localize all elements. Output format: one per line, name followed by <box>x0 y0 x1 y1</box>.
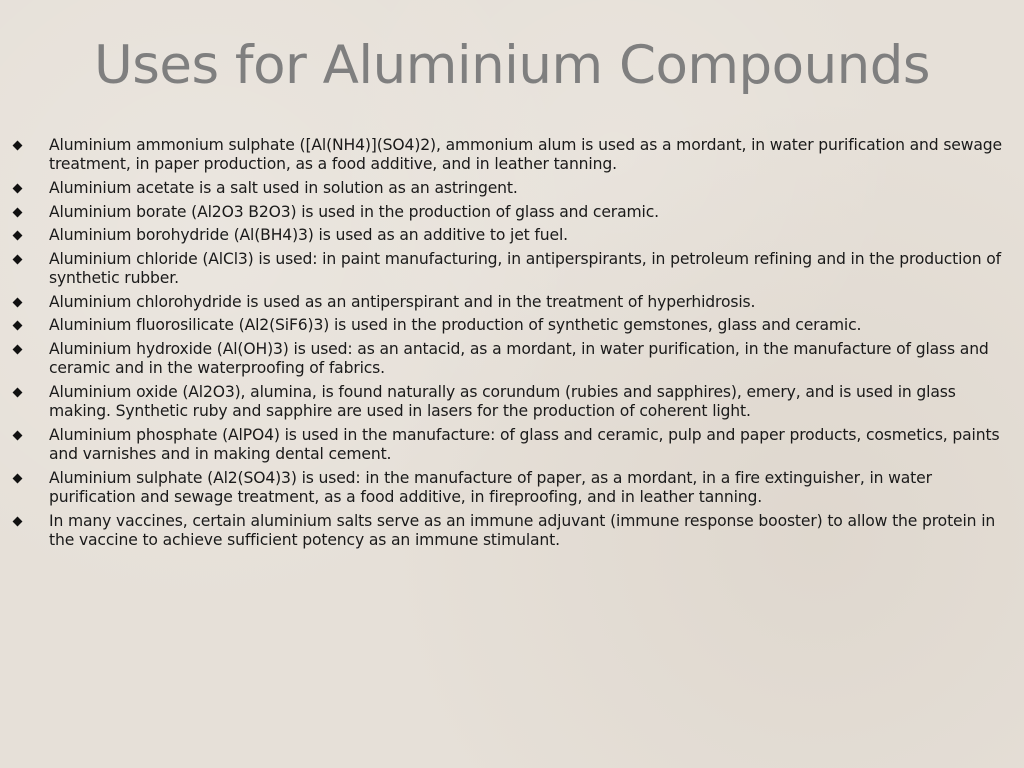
diamond-bullet-icon <box>13 388 23 398</box>
list-item-text: Aluminium hydroxide (Al(OH)3) is used: as an antacid, as a mordant, in water purification, in the manufacture of glass and ceramic and in the waterproofing of fabrics. <box>49 339 989 378</box>
list-item <box>12 226 1016 245</box>
list-item-text: Aluminium oxide (Al2O3), alumina, is found naturally as corundum (rubies and sapphires), emery, and is used in glass making. Synthetic ruby and sapphire are used in lasers for the production of coherent light. <box>49 382 956 421</box>
list-item-text: Aluminium sulphate (Al2(SO4)3) is used: in the manufacture of paper, as a mordant, in a fire extinguisher, in water purification and sewage treatment, as a food additive, in fireproofing, and in leather tanning. <box>49 468 932 507</box>
list-item-text: Aluminium chlorohydride is used as an antiperspirant and in the treatment of hyperhidrosis. <box>49 292 756 311</box>
diamond-bullet-icon <box>13 141 23 151</box>
list-item <box>12 203 1016 222</box>
diamond-bullet-icon <box>13 231 23 241</box>
diamond-bullet-icon <box>13 297 23 307</box>
diamond-bullet-icon <box>13 345 23 355</box>
list-item-text: Aluminium fluorosilicate (Al2(SiF6)3) is used in the production of synthetic gemstones, glass and ceramic. <box>49 316 862 335</box>
diamond-bullet-icon <box>13 184 23 194</box>
list-item <box>12 250 1016 289</box>
list-item <box>12 179 1016 198</box>
list-item <box>12 383 1016 422</box>
list-item <box>12 136 1016 175</box>
list-item <box>12 293 1016 312</box>
diamond-bullet-icon <box>13 474 23 484</box>
diamond-bullet-icon <box>13 431 23 441</box>
list-item <box>12 426 1016 465</box>
list-item <box>12 340 1016 379</box>
list-item-text: Aluminium borate (Al2O3 B2O3) is used in the production of glass and ceramic. <box>49 202 659 221</box>
diamond-bullet-icon <box>13 517 23 527</box>
diamond-bullet-icon <box>13 321 23 331</box>
list-item <box>12 512 1016 551</box>
bullet-list <box>12 136 1016 555</box>
diamond-bullet-icon <box>13 207 23 217</box>
list-item-text: Aluminium borohydride (Al(BH4)3) is used as an additive to jet fuel. <box>49 226 568 245</box>
list-item-text: Aluminium acetate is a salt used in solution as an astringent. <box>49 179 518 197</box>
diamond-bullet-icon <box>13 254 23 264</box>
list-item <box>12 469 1016 508</box>
list-item-text: In many vaccines, certain aluminium salts serve as an immune adjuvant (immune response booster) to allow the protein in the vaccine to achieve sufficient potency as an immune stimulant. <box>49 511 996 550</box>
slide-title: Uses for Aluminium Compounds <box>93 35 931 96</box>
list-item-text: Aluminium phosphate (AlPO4) is used in the manufacture: of glass and ceramic, pulp and paper products, cosmetics, paints and varnishes and in making dental cement. <box>49 425 1000 464</box>
list-item-text: Aluminium ammonium sulphate ([Al(NH4)](SO4)2), ammonium alum is used as a mordant, in water purification and sewage treatment, in paper production, as a food additive, and in leather tanning. <box>49 136 1002 174</box>
list-item <box>12 316 1016 335</box>
list-item-text: Aluminium chloride (AlCl3) is used: in paint manufacturing, in antiperspirants, in petroleum refining and in the production of synthetic rubber. <box>49 249 1001 288</box>
